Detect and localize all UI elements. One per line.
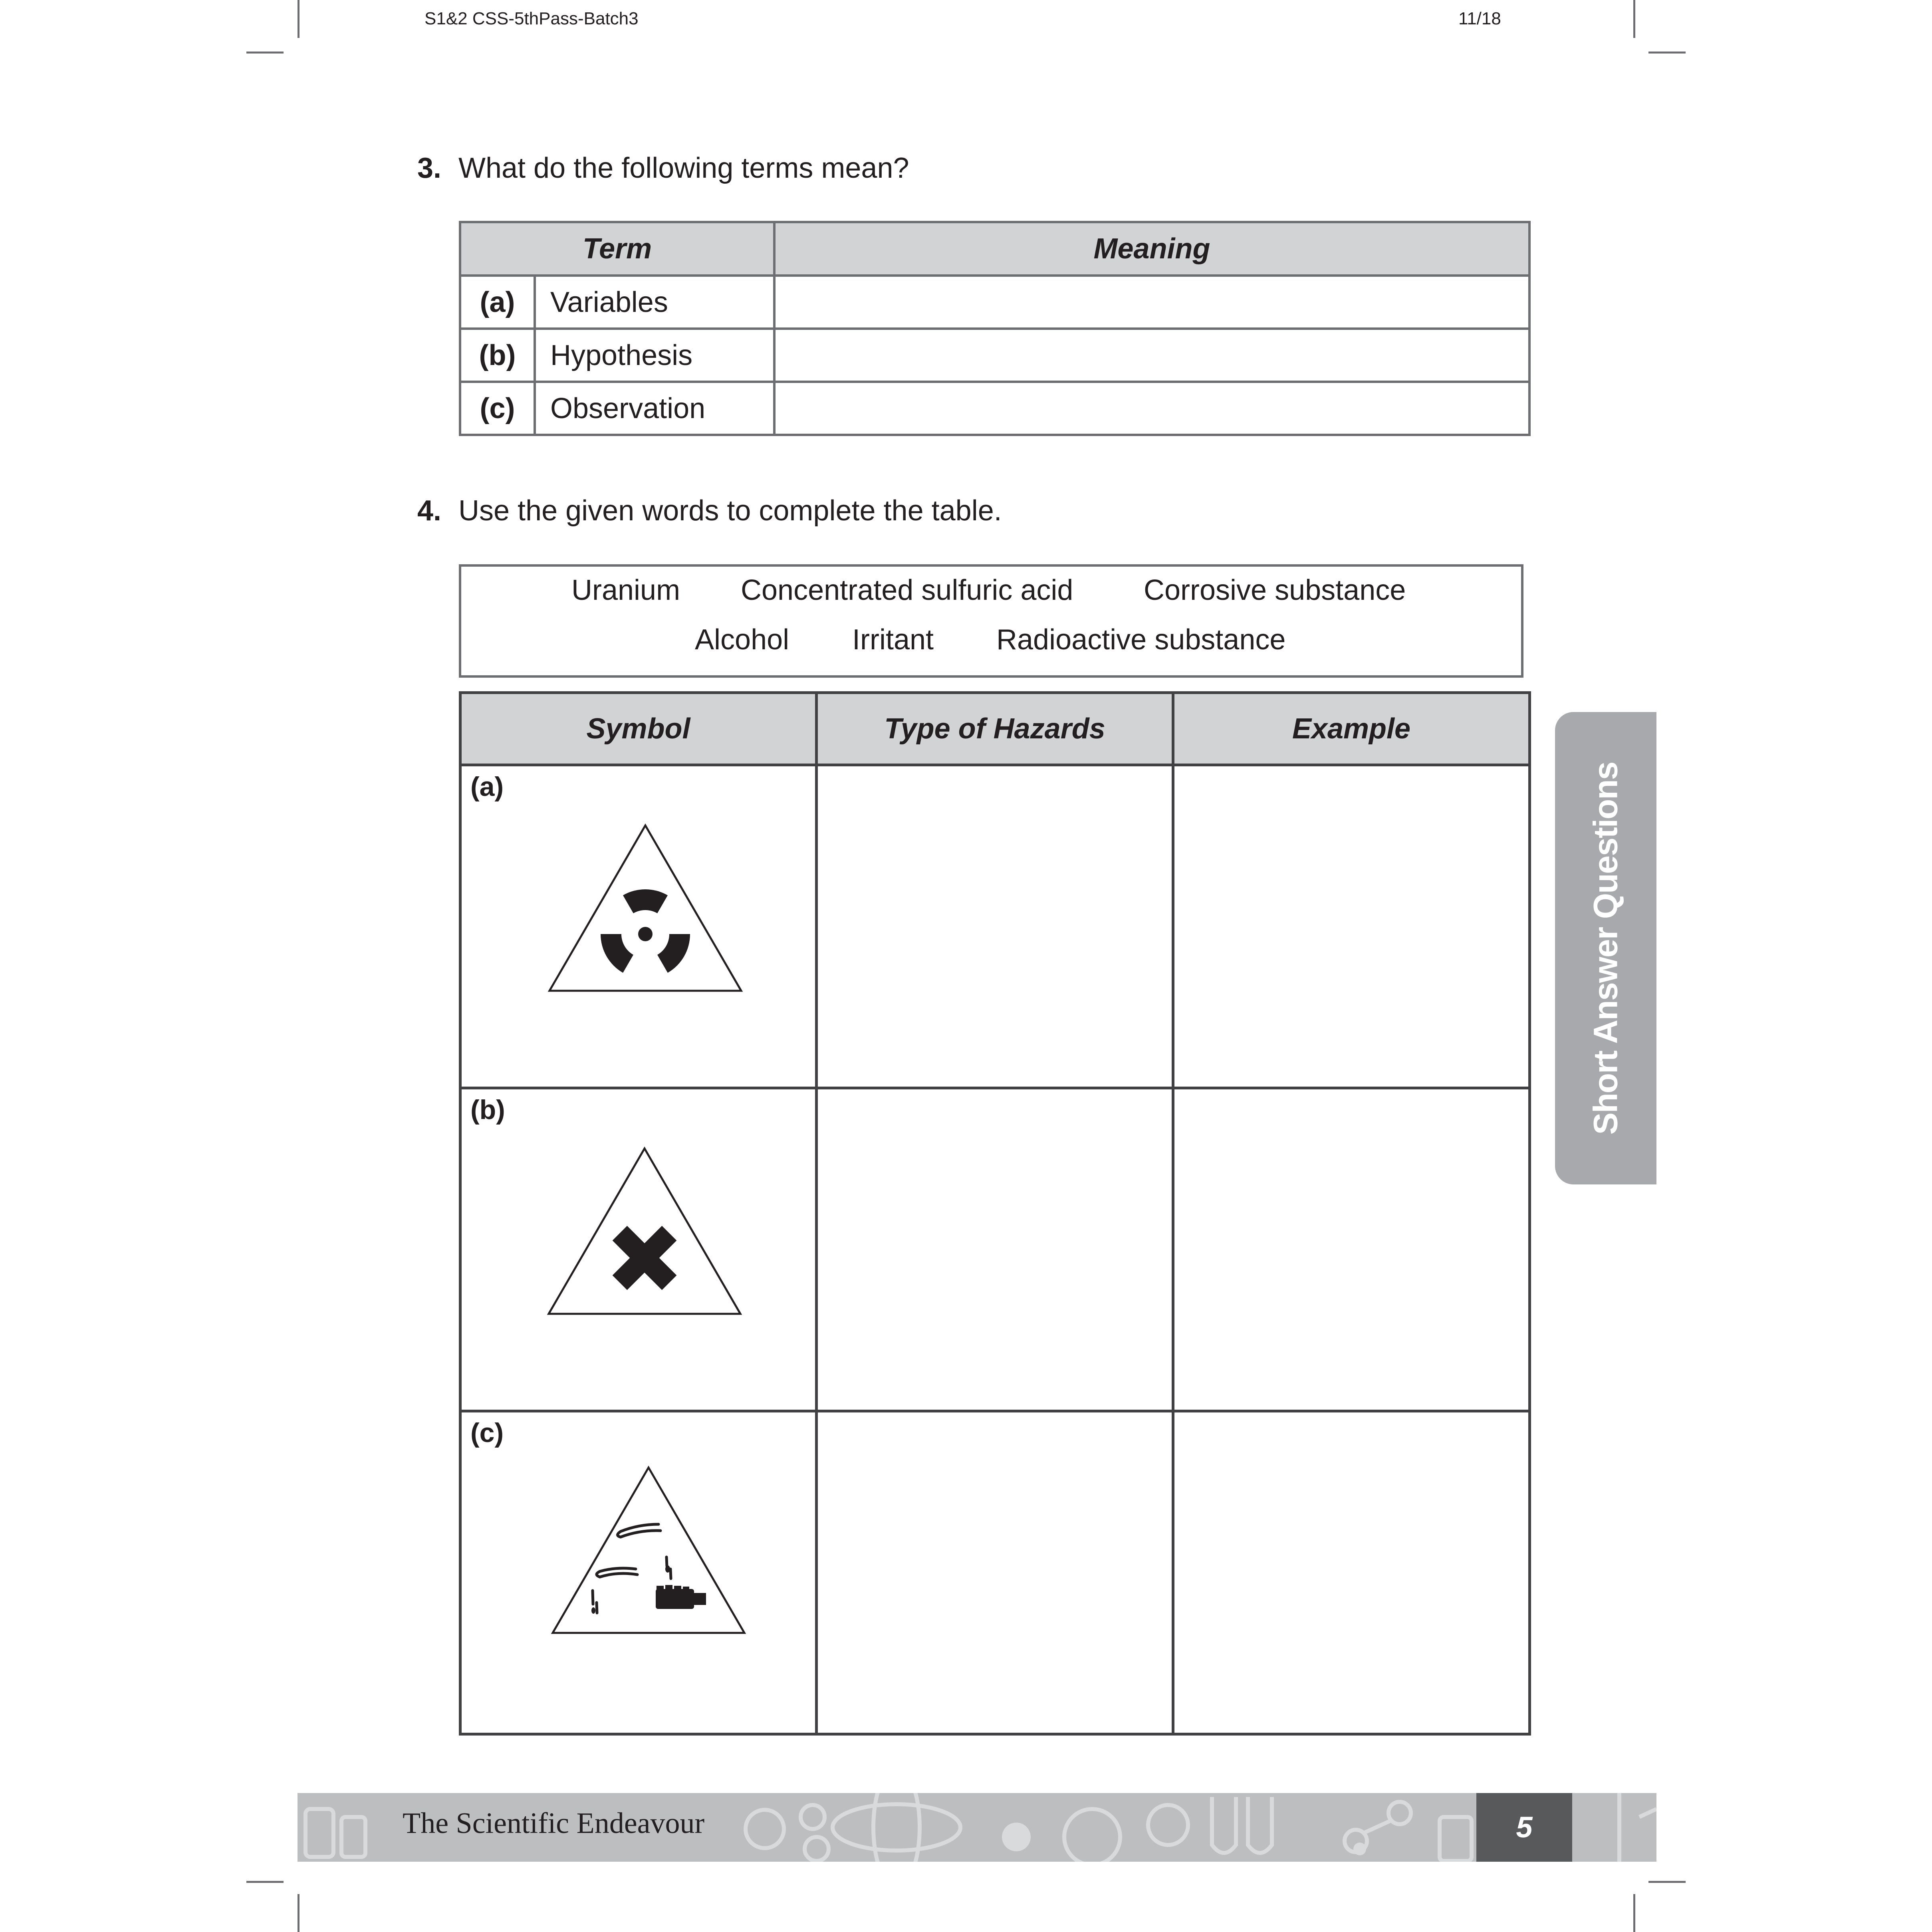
hazard-table xyxy=(459,691,1531,1736)
crop-mark xyxy=(1648,1881,1686,1883)
table-row xyxy=(460,382,1529,435)
table-row xyxy=(460,1411,1530,1734)
example-answer-cell[interactable] xyxy=(1173,1411,1530,1734)
example-answer-cell[interactable] xyxy=(1173,1088,1530,1411)
crop-mark xyxy=(246,52,284,54)
word-bank-item: Concentrated sulfuric acid xyxy=(741,574,1073,606)
slug-file-name: S1&2 CSS-5thPass-Batch3 xyxy=(424,9,639,28)
meaning-answer-cell[interactable] xyxy=(774,382,1529,435)
symbol-column-header: Symbol xyxy=(460,693,817,765)
radioactive-hazard-icon xyxy=(545,822,745,994)
row-label: (c) xyxy=(470,1418,504,1448)
irritant-hazard-icon xyxy=(545,1145,744,1317)
meaning-column-header: Meaning xyxy=(774,222,1529,276)
section-side-tab xyxy=(1555,712,1656,1184)
crop-mark xyxy=(1648,52,1686,54)
word-bank-item: Radioactive substance xyxy=(996,624,1286,656)
symbol-cell xyxy=(460,765,817,1088)
side-tab-label: Short Answer Questions xyxy=(1587,762,1625,1135)
word-bank-item: Uranium xyxy=(571,574,680,606)
hazard-table-header xyxy=(460,693,1530,765)
footer-chapter-title: The Scientific Endeavour xyxy=(403,1807,705,1840)
term-cell: Hypothesis xyxy=(535,329,774,382)
crop-mark xyxy=(246,1881,284,1883)
row-label: (c) xyxy=(460,382,535,435)
row-label: (b) xyxy=(470,1095,505,1125)
crop-mark xyxy=(298,1894,300,1932)
table-row xyxy=(460,276,1529,329)
word-bank-item: Irritant xyxy=(852,624,934,656)
word-bank-item: Alcohol xyxy=(695,624,789,656)
row-label: (b) xyxy=(460,329,535,382)
slug-page-count: 11/18 xyxy=(1458,9,1501,28)
terms-table-header xyxy=(460,222,1529,276)
word-bank xyxy=(459,564,1523,678)
question-4-text: Use the given words to complete the table. xyxy=(458,495,1002,527)
crop-mark xyxy=(1633,1894,1635,1932)
symbol-cell xyxy=(460,1411,817,1734)
table-row xyxy=(460,1088,1530,1411)
term-cell: Variables xyxy=(535,276,774,329)
example-column-header: Example xyxy=(1173,693,1530,765)
term-cell: Observation xyxy=(535,382,774,435)
hazard-answer-cell[interactable] xyxy=(817,1411,1173,1734)
row-label: (a) xyxy=(460,276,535,329)
question-4-number: 4. xyxy=(417,495,442,527)
term-column-header: Term xyxy=(460,222,774,276)
footer-band xyxy=(298,1793,1656,1862)
hazard-answer-cell[interactable] xyxy=(817,1088,1173,1411)
table-row xyxy=(460,765,1530,1088)
question-3-text: What do the following terms mean? xyxy=(458,152,909,184)
hazard-column-header: Type of Hazards xyxy=(817,693,1173,765)
corrosive-hazard-icon xyxy=(549,1464,748,1636)
table-row xyxy=(460,329,1529,382)
crop-mark xyxy=(298,0,300,38)
row-label: (a) xyxy=(470,772,504,802)
word-bank-item: Corrosive substance xyxy=(1144,574,1406,606)
hazard-answer-cell[interactable] xyxy=(817,765,1173,1088)
meaning-answer-cell[interactable] xyxy=(774,276,1529,329)
symbol-cell xyxy=(460,1088,817,1411)
example-answer-cell[interactable] xyxy=(1173,765,1530,1088)
terms-table xyxy=(459,221,1531,436)
meaning-answer-cell[interactable] xyxy=(774,329,1529,382)
page-number: 5 xyxy=(1476,1793,1572,1862)
question-3-number: 3. xyxy=(417,152,442,184)
crop-mark xyxy=(1633,0,1635,38)
